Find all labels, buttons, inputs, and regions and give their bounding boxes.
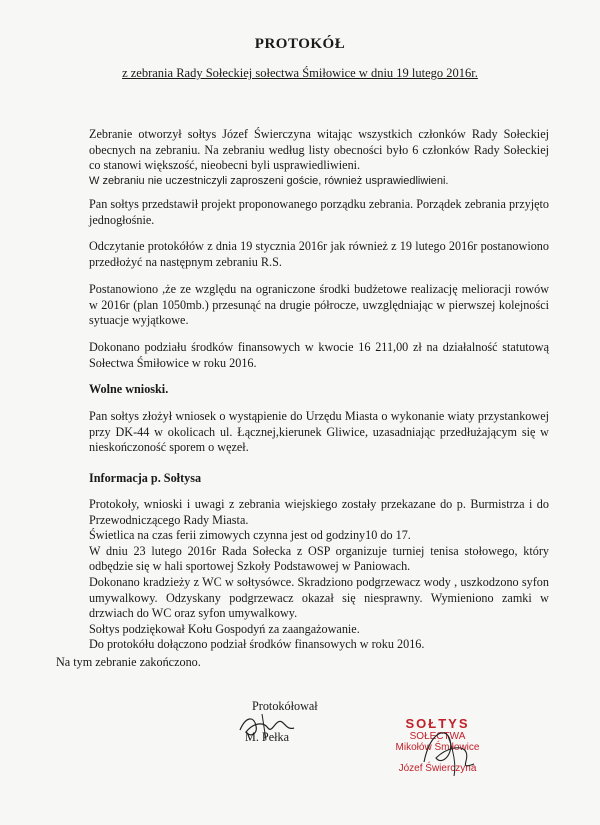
paragraph-theft: Dokonano kradzieży z WC w sołtysówce. Skradziono podgrzewacz wody , uszkodzono syfon umywalkowy. Odzyskany podgrzewacz okazał się niesprawny. Wymieniono zamki w drzwiach do WC oraz syfon umywalkowy.: [89, 574, 549, 621]
paragraph-attachment: Do protokółu dołączono podział środków finansowych w roku 2016.: [89, 637, 425, 652]
stamp-title: SOŁTYS: [405, 716, 470, 731]
paragraph-community-hall: Świetlica na czas ferii zimowych czynna jest od godziny10 do 17.: [89, 528, 411, 543]
paragraph-thanks: Sołtys podziękował Kołu Gospodyń za zaangażowanie.: [89, 621, 360, 636]
paragraph-agenda: Pan sołtys przedstawił projekt proponowanego porządku zebrania. Porządek zebrania przyjęto jednogłośnie.: [89, 197, 549, 227]
paragraph-information: [89, 497, 549, 653]
stamp-name: Józef Świerczyna: [398, 763, 477, 774]
stamp-village: SOŁECTWA: [409, 731, 466, 742]
closing-line: Na tym zebranie zakończono.: [56, 655, 201, 669]
paragraph-funds: Dokonano podziału środków finansowych w kwocie 16 211,00 zł na działalność statutową Sołectwa Śmiłowice w roku 2016.: [89, 340, 549, 370]
heading-soltys-info: Informacja p. Sołtysa: [89, 471, 202, 485]
document-subtitle: z zebrania Rady Sołeckiej sołectwa Śmiłowice w dniu 19 lutego 2016r.: [122, 66, 478, 80]
soltys-signature-icon: [388, 722, 498, 782]
paragraph-opening: [89, 127, 549, 189]
heading-free-motions: Wolne wnioski.: [89, 382, 169, 396]
paragraph-bus-shelter: Pan sołtys złożył wniosek o wystąpienie do Urzędu Miasta o wykonanie wiaty przystankowej przy DK-44 w okolicach ul. Łącznej,kierunek Gliwice, uzasadniając przedłużającym się w nieskończoność sporem o węzeł.: [89, 409, 549, 455]
paragraph-tennis: W dniu 23 lutego 2016r Rada Sołecka z OSP organizuje turniej tenisa stołowego, który odbędzie się w hali sportowej Szkoły Podstawowej w Paniowach.: [89, 543, 549, 574]
recorder-label: Protokółował: [252, 699, 318, 713]
document-title: PROTOKÓŁ: [254, 36, 346, 52]
paragraph-guests: W zebraniu nie uczestniczyli zaproszeni goście, również usprawiedliwieni.: [89, 174, 449, 187]
paragraph-drainage: Postanowiono ,że ze względu na ograniczone środki budżetowe realizację melioracji rowów w 2016r (plan 1050mb.) przesunąć na drugie półrocze, uwzględniając w pierwszej kolejności sytuacje wyjątkowe.: [89, 282, 549, 328]
paragraph-minutes: Odczytanie protokółów z dnia 19 stycznia 2016r jak również z 19 lutego 2016r postanowiono przedłożyć na następnym zebraniu R.S.: [89, 239, 549, 269]
recorder-name: M. Pełka: [245, 730, 290, 744]
paragraph-protocols: Protokoły, wnioski i uwagi z zebrania wiejskiego zostały przekazane do p. Burmistrza i do Przewodniczącego Rady Miasta.: [89, 497, 549, 527]
paragraph-opening-text: Zebranie otworzył sołtys Józef Świerczyna witając wszystkich członków Rady Sołeckiej obecnych na zebraniu. Na zebraniu według listy obecności było 6 członków Rady Sołeckiej co stanowi większość, nieobecni byli usprawiedliwieni.: [89, 127, 549, 173]
stamp-location: Mikołów Śmiłowice: [395, 742, 480, 753]
